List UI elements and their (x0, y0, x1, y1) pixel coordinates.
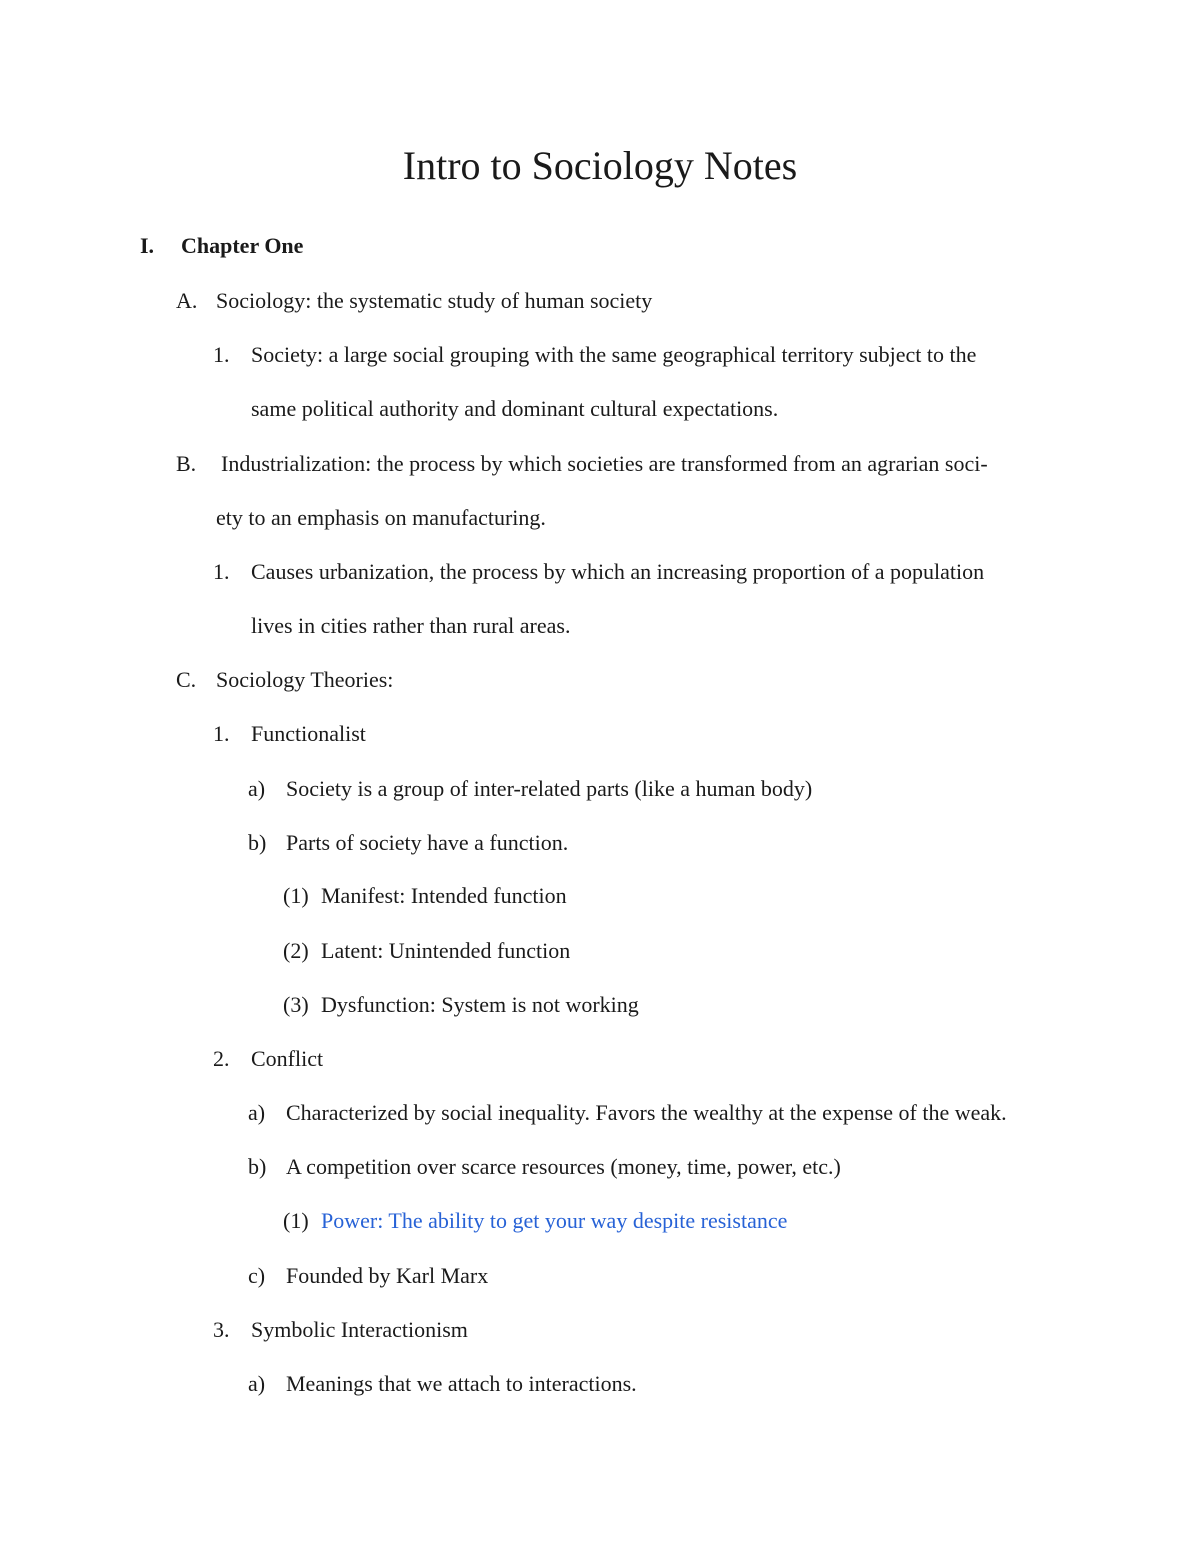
outline-item-text: Founded by Karl Marx (286, 1263, 489, 1288)
outline-marker-number: 1. (213, 342, 230, 367)
chapter-heading: Chapter One (181, 233, 304, 258)
outline-marker-sublist: c) (248, 1263, 266, 1288)
outline-item-text: Parts of society have a function. (286, 830, 569, 855)
outline-item-text: Functionalist (251, 721, 366, 746)
outline-item-text: Dysfunction: System is not working (321, 992, 639, 1017)
outline-item-text: Sociology: the systematic study of human society (216, 288, 653, 313)
outline-marker-number: 1. (213, 721, 230, 746)
outline-marker-paren: (2) (283, 938, 309, 963)
outline-item-text: Conflict (251, 1046, 324, 1071)
outline-item-text: Causes urbanization, the process by which an increasing proportion of a population (251, 559, 985, 584)
outline-item-text: Symbolic Interactionism (251, 1317, 468, 1342)
outline-marker-sublist: b) (248, 1154, 267, 1179)
outline-marker-sublist: a) (248, 1371, 266, 1396)
outline-marker-sublist: a) (248, 776, 266, 801)
outline-marker-roman: I. (140, 233, 155, 258)
outline-marker-number: 2. (213, 1046, 230, 1071)
outline-item-text: Sociology Theories: (216, 667, 394, 692)
outline-item-text: A competition over scarce resources (money, time, power, etc.) (286, 1154, 841, 1179)
outline-marker-letter: A. (176, 288, 198, 313)
outline-item-text: Society is a group of inter-related parts (like a human body) (286, 776, 813, 801)
outline-marker-paren: (3) (283, 992, 309, 1017)
outline-item-text-continued: ety to an emphasis on manufacturing. (216, 505, 546, 530)
outline-item-text-continued: same political authority and dominant cultural expectations. (251, 396, 779, 421)
outline-marker-letter: C. (176, 667, 197, 692)
outline-marker-sublist: b) (248, 830, 267, 855)
outline-marker-sublist: a) (248, 1100, 266, 1125)
outline-item-text: Industrialization: the process by which societies are transformed from an agrarian soci- (221, 451, 988, 476)
document-title: Intro to Sociology Notes (402, 143, 798, 188)
outline-marker-paren: (1) (283, 1208, 309, 1233)
outline-marker-number: 3. (213, 1317, 230, 1342)
outline-item-text: Society: a large social grouping with the same geographical territory subject to the (251, 342, 977, 367)
outline-item-text: Characterized by social inequality. Favors the wealthy at the expense of the weak. (286, 1100, 1007, 1125)
outline-marker-number: 1. (213, 559, 230, 584)
outline-marker-letter: B. (176, 451, 197, 476)
outline-item-text: Manifest: Intended function (321, 883, 567, 908)
highlighted-definition: Power: The ability to get your way despite resistance (321, 1208, 788, 1233)
outline-item-text: Meanings that we attach to interactions. (286, 1371, 637, 1396)
outline-marker-paren: (1) (283, 883, 309, 908)
outline-item-text: Latent: Unintended function (321, 938, 571, 963)
outline-item-text-continued: lives in cities rather than rural areas. (251, 613, 571, 638)
